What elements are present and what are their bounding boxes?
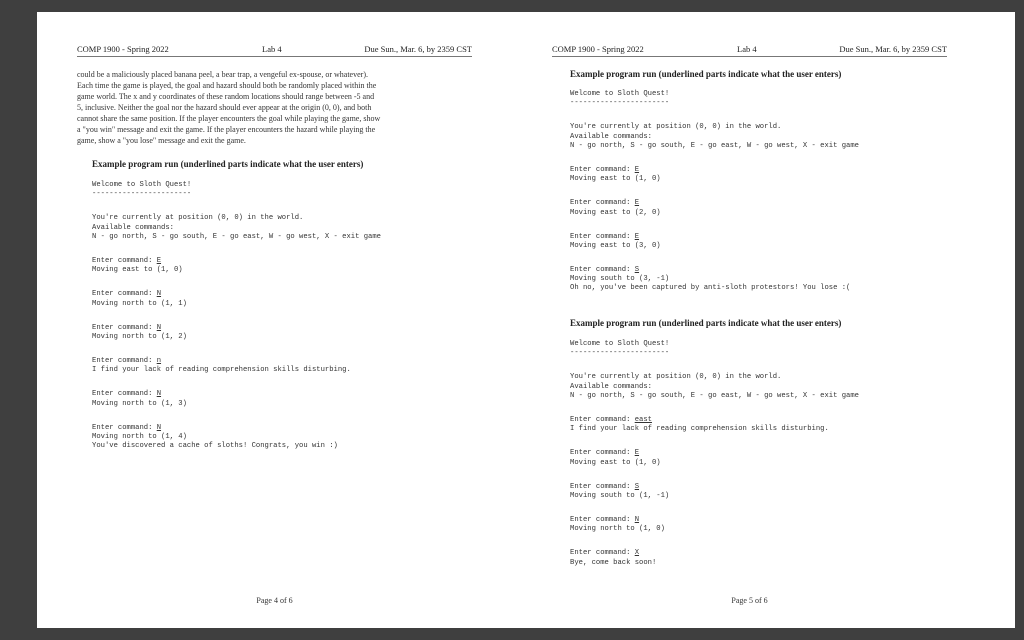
command-line bbox=[92, 324, 381, 333]
command-line bbox=[570, 416, 859, 425]
command-line bbox=[92, 424, 381, 433]
output-line: I find your lack of reading comprehension skills disturbing. bbox=[570, 425, 829, 434]
command-line bbox=[570, 266, 859, 275]
rule-line: ----------------------- bbox=[570, 349, 670, 358]
output-line: Moving east to (3, 0) bbox=[570, 241, 661, 250]
header-course: COMP 1900 - Spring 2022 bbox=[77, 44, 169, 54]
command-line bbox=[92, 257, 381, 266]
user-input: X bbox=[634, 549, 640, 558]
example-run-output bbox=[92, 181, 381, 451]
user-input: N bbox=[156, 390, 162, 399]
page-number: Page 4 of 6 bbox=[256, 596, 293, 605]
prompt: Enter command: bbox=[570, 266, 635, 275]
user-input: N bbox=[634, 516, 640, 525]
paragraph-line: could be a maliciously placed banana peel, a bear trap, a vengeful ex-spouse, or whatever). bbox=[77, 70, 368, 79]
document-viewer[interactable] bbox=[37, 12, 1015, 628]
user-input: N bbox=[156, 290, 162, 299]
user-input: E bbox=[634, 449, 640, 458]
prompt: Enter command: bbox=[92, 256, 157, 265]
user-input: east bbox=[634, 415, 652, 424]
user-input: E bbox=[634, 199, 640, 208]
output-line: Moving north to (1, 0) bbox=[570, 525, 665, 534]
body-paragraph bbox=[77, 69, 472, 146]
user-input: E bbox=[634, 165, 640, 174]
prompt: Enter command: bbox=[570, 165, 635, 174]
result-line: You've discovered a cache of sloths! Congrats, you win :) bbox=[92, 442, 338, 451]
output-line: Moving north to (1, 4) bbox=[92, 433, 187, 441]
example-run-heading: Example program run (underlined parts indicate what the user enters) bbox=[570, 69, 842, 79]
prompt: Enter command: bbox=[92, 390, 157, 399]
rule-line: ----------------------- bbox=[570, 99, 670, 108]
command-line bbox=[570, 449, 859, 458]
command-line bbox=[570, 199, 859, 208]
user-input: N bbox=[156, 423, 162, 432]
example-run-output bbox=[570, 340, 859, 568]
result-line: Oh no, you've been captured by anti-sloth protestors! You lose :( bbox=[570, 284, 851, 293]
header-lab: Lab 4 bbox=[737, 44, 757, 54]
output-line: Moving north to (1, 1) bbox=[92, 299, 187, 308]
welcome-line: Welcome to Sloth Quest! bbox=[92, 181, 192, 189]
output-line: I find your lack of reading comprehension skills disturbing. bbox=[92, 366, 351, 375]
commands-line: N - go north, S - go south, E - go east, W - go west, X - exit game bbox=[92, 232, 381, 241]
example-run-output bbox=[570, 90, 859, 294]
header-due: Due Sun., Mar. 6, by 2359 CST bbox=[839, 44, 947, 54]
output-line: Moving north to (1, 2) bbox=[92, 332, 187, 341]
position-line: You're currently at position (0, 0) in the world. bbox=[570, 373, 782, 382]
output-line: Moving east to (1, 0) bbox=[92, 266, 183, 275]
prompt: Enter command: bbox=[570, 516, 635, 525]
paragraph-line: 5, inclusive. Neither the goal nor the hazard should ever appear at the origin (0, 0), and both bbox=[77, 103, 372, 112]
user-input: N bbox=[156, 323, 162, 332]
paragraph-line: cannot share the same position. If the player encounters the goal while playing the game, show bbox=[77, 114, 381, 123]
available-line: Available commands: bbox=[570, 382, 652, 391]
position-line: You're currently at position (0, 0) in the world. bbox=[92, 214, 304, 223]
user-input: E bbox=[634, 232, 640, 241]
welcome-line: Welcome to Sloth Quest! bbox=[570, 90, 670, 98]
prompt: Enter command: bbox=[92, 423, 157, 432]
command-line bbox=[570, 483, 859, 492]
user-input: S bbox=[634, 482, 640, 491]
output-line: Moving north to (1, 3) bbox=[92, 399, 187, 408]
prompt: Enter command: bbox=[570, 232, 635, 241]
paragraph-line: game world. The x and y coordinates of these random locations should range between -5 and bbox=[77, 92, 375, 101]
prompt: Enter command: bbox=[570, 199, 635, 208]
page-5 bbox=[552, 12, 1015, 628]
page-header bbox=[552, 44, 947, 57]
user-input: S bbox=[634, 266, 640, 275]
prompt: Enter command: bbox=[570, 415, 635, 424]
output-line: Moving east to (1, 0) bbox=[570, 458, 661, 467]
paragraph-line: a "you win" message and exit the game. If the player encounters the hazard while playing the bbox=[77, 125, 376, 134]
command-line bbox=[570, 233, 859, 242]
header-lab: Lab 4 bbox=[262, 44, 282, 54]
paragraph-line: game, show a "you lose" message and exit the game. bbox=[77, 136, 246, 145]
rule-line: ----------------------- bbox=[92, 190, 192, 199]
output-line: Bye, come back soon! bbox=[570, 558, 657, 567]
output-line: Moving east to (2, 0) bbox=[570, 208, 661, 217]
commands-line: N - go north, S - go south, E - go east, W - go west, X - exit game bbox=[570, 141, 859, 150]
prompt: Enter command: bbox=[570, 449, 635, 458]
example-run-heading: Example program run (underlined parts indicate what the user enters) bbox=[570, 318, 842, 328]
available-line: Available commands: bbox=[570, 132, 652, 141]
command-line bbox=[92, 390, 381, 399]
welcome-line: Welcome to Sloth Quest! bbox=[570, 340, 670, 348]
user-input: E bbox=[156, 256, 162, 265]
paragraph-line: Each time the game is played, the goal and hazard should both be randomly placed within the bbox=[77, 81, 377, 90]
output-line: Moving east to (1, 0) bbox=[570, 175, 661, 184]
available-line: Available commands: bbox=[92, 223, 174, 232]
commands-line: N - go north, S - go south, E - go east, W - go west, X - exit game bbox=[570, 391, 859, 400]
output-line: Moving south to (1, -1) bbox=[570, 491, 670, 500]
prompt: Enter command: bbox=[92, 357, 157, 366]
example-run-heading: Example program run (underlined parts indicate what the user enters) bbox=[92, 159, 364, 169]
command-line bbox=[570, 549, 859, 558]
page-header bbox=[77, 44, 472, 57]
header-due: Due Sun., Mar. 6, by 2359 CST bbox=[364, 44, 472, 54]
user-input: n bbox=[156, 357, 162, 366]
position-line: You're currently at position (0, 0) in the world. bbox=[570, 123, 782, 132]
command-line bbox=[92, 357, 381, 366]
command-line bbox=[92, 290, 381, 299]
command-line bbox=[570, 166, 859, 175]
prompt: Enter command: bbox=[92, 323, 157, 332]
prompt: Enter command: bbox=[570, 482, 635, 491]
prompt: Enter command: bbox=[92, 290, 157, 299]
output-line: Moving south to (3, -1) bbox=[570, 275, 670, 284]
header-course: COMP 1900 - Spring 2022 bbox=[552, 44, 644, 54]
prompt: Enter command: bbox=[570, 549, 635, 558]
page-number: Page 5 of 6 bbox=[731, 596, 768, 605]
page-4 bbox=[77, 12, 547, 628]
command-line bbox=[570, 516, 859, 525]
